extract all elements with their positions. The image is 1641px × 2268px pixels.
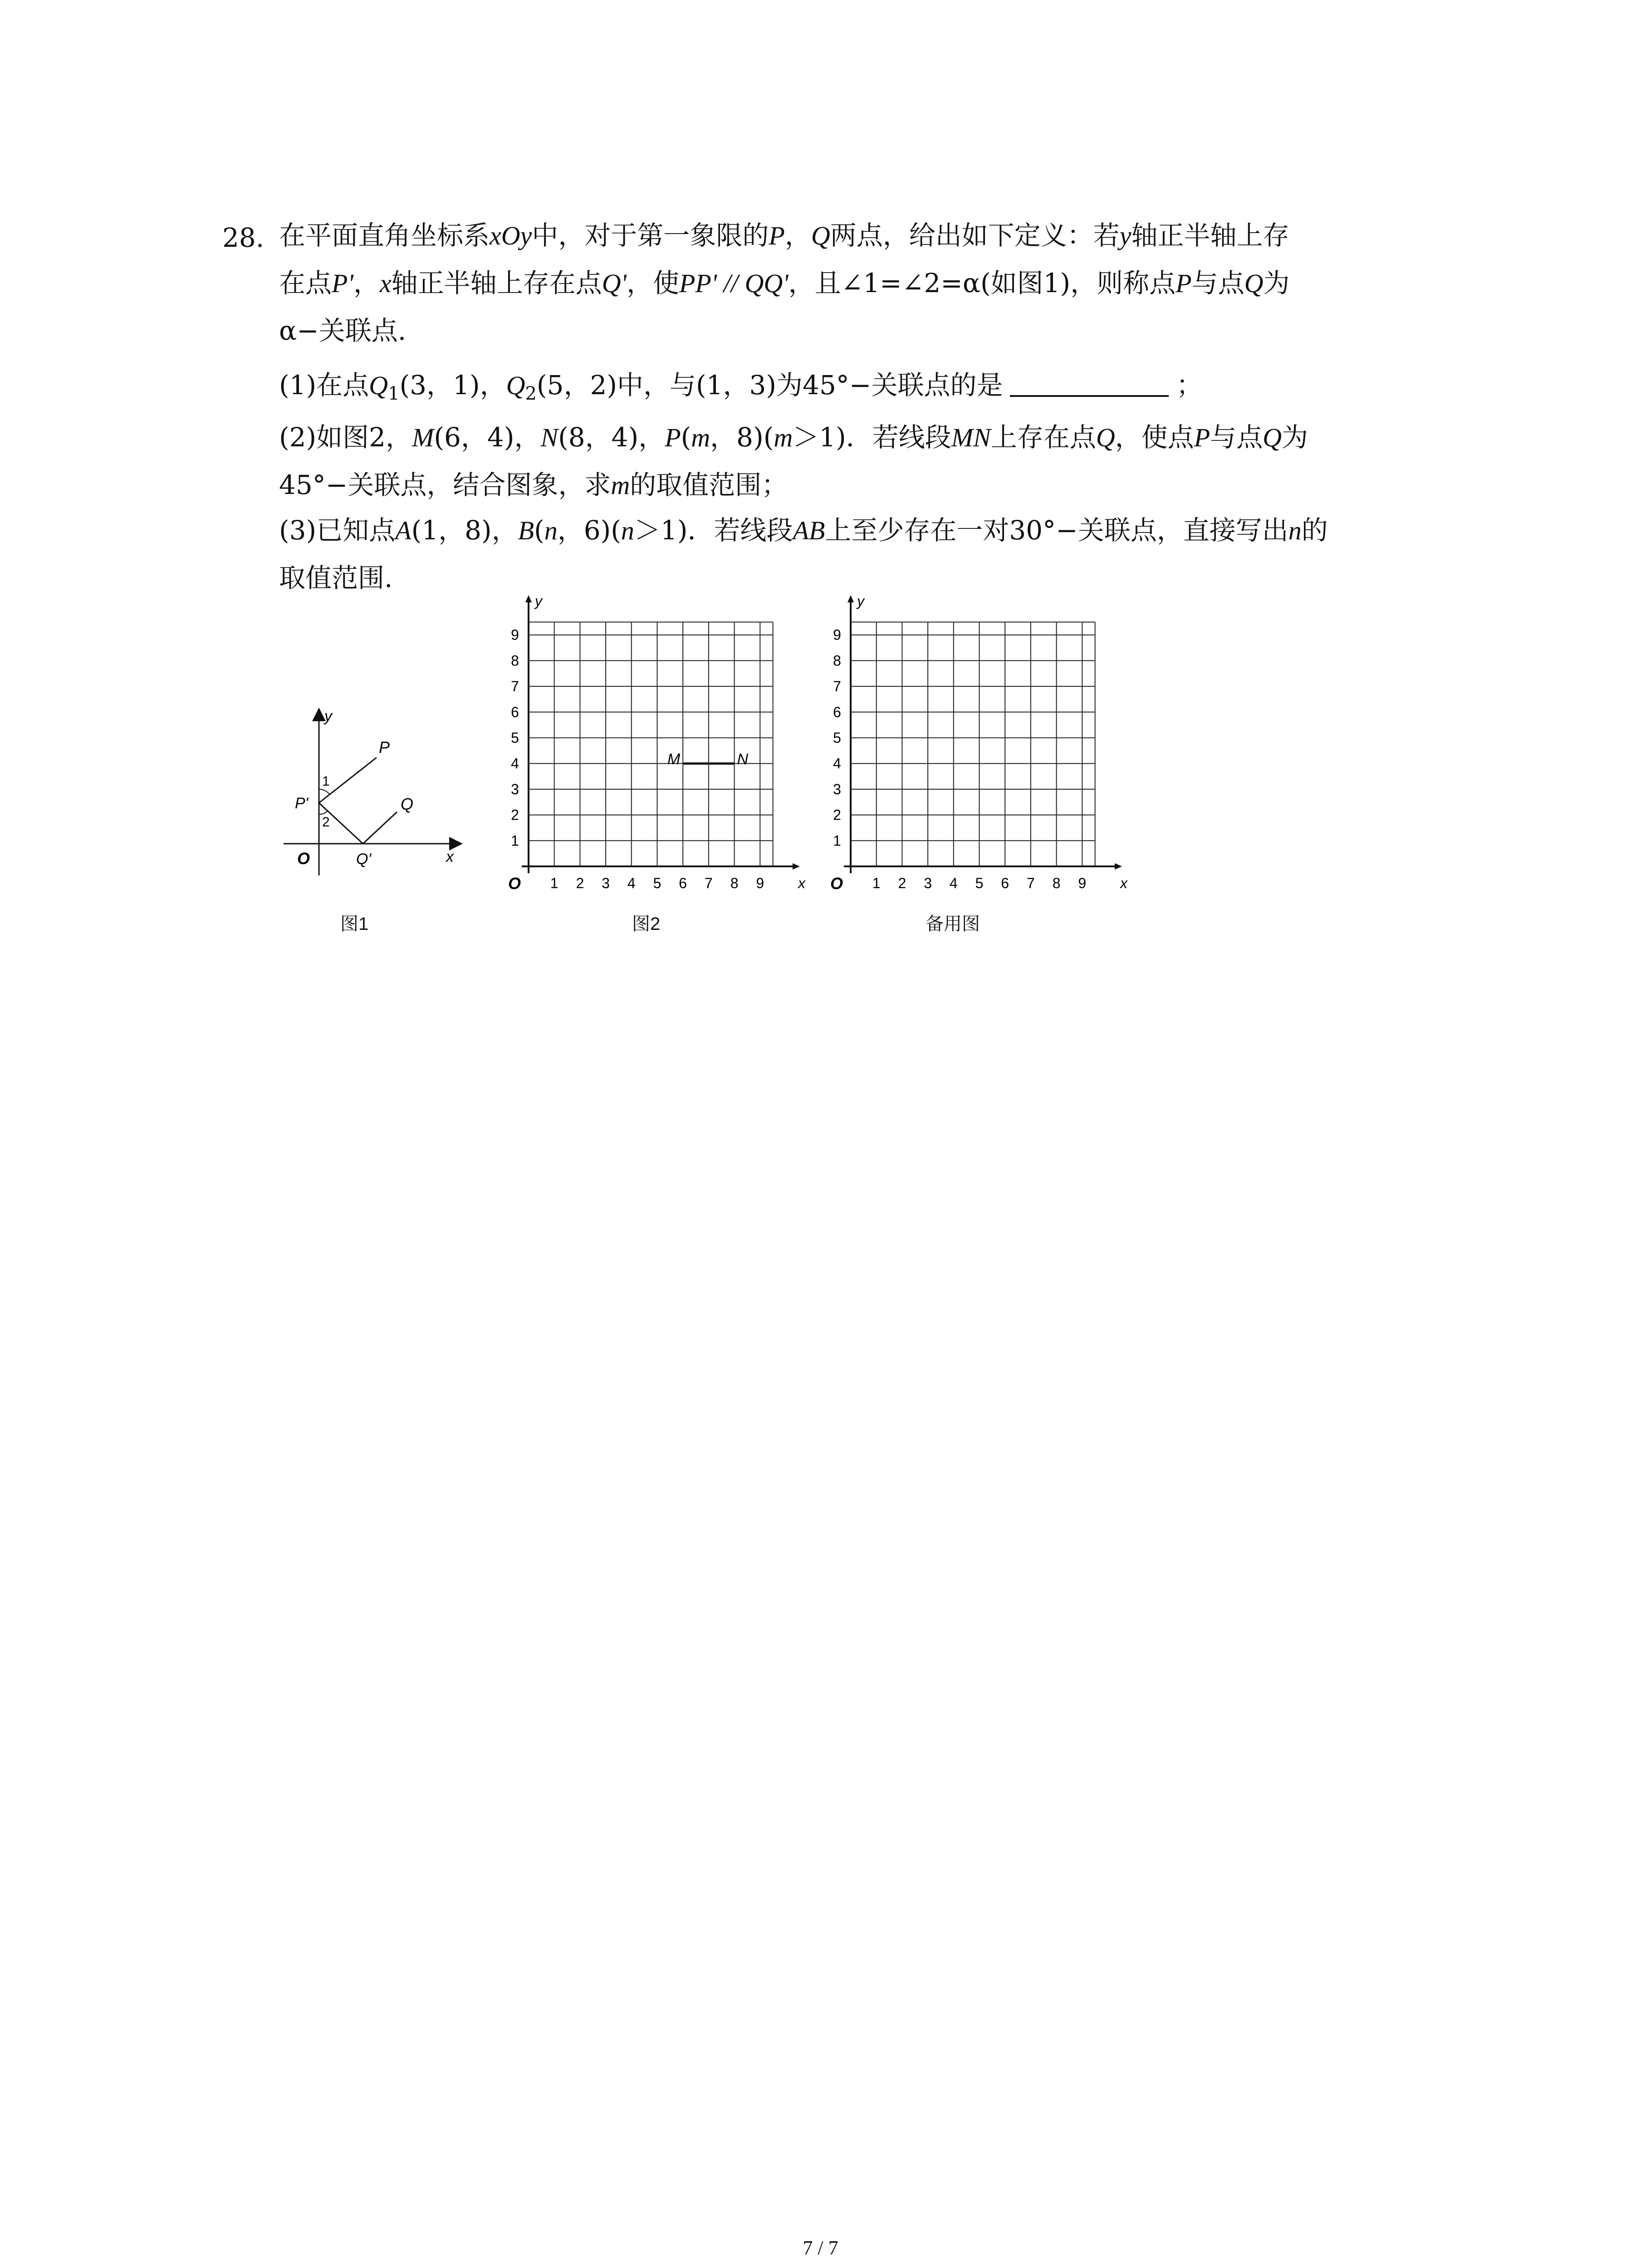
fig3-x-tick-label: 5 <box>975 875 984 891</box>
fig1-p-label: P <box>379 738 390 757</box>
figure-2-caption: 图2 <box>632 914 661 934</box>
fig2-y-tick-label: 3 <box>511 781 519 797</box>
figure-spare <box>817 592 1128 902</box>
fig2-origin-label: O <box>508 874 521 893</box>
question-part2-line2: 45°−关联点，结合图象，求m的取值范围； <box>279 469 788 500</box>
fig2-x-arrow <box>793 863 800 870</box>
answer-blank[interactable] <box>1010 370 1169 397</box>
fig1-y-label: y <box>324 708 332 725</box>
point-m-label: M <box>667 751 681 768</box>
fig2-x-tick-label: 3 <box>602 875 610 891</box>
question-part1: (1)在点$Q_1(3$，1)，$Q_2(5$，2)中，与(1，3)为45°−关联点的是 ； <box>279 370 1203 404</box>
fig3-y-tick-label: 2 <box>833 807 841 823</box>
question-intro-line2: 在点P'，x轴正半轴上存在点Q'，使PP' // QQ'，且∠1=∠2=α(如图1)，则称点P与点Q为 <box>279 268 1290 298</box>
fig1-angle-1: 1 <box>322 774 330 789</box>
fig2-y-tick-label: 7 <box>511 678 519 695</box>
fig2-y-tick-label: 6 <box>511 704 519 720</box>
fig3-x-tick-label: 7 <box>1027 875 1035 891</box>
figure-2-grid <box>495 592 806 900</box>
point-n-label: N <box>737 751 749 768</box>
fig2-x-tick-label: 7 <box>705 875 713 891</box>
fig1-q-label: Q <box>401 795 414 813</box>
fig3-y-tick-label: 6 <box>833 704 841 720</box>
fig1-qq-label: Q' <box>356 850 371 868</box>
question-part3-line2: 取值范围. <box>279 562 393 593</box>
figure-2 <box>495 592 806 902</box>
fig2-y-label: y <box>535 592 542 609</box>
fig2-x-tick-label: 1 <box>550 875 558 891</box>
fig3-y-tick-label: 4 <box>833 755 841 772</box>
fig2-x-label: x <box>798 875 806 891</box>
fig2-y-tick-label: 2 <box>511 807 519 823</box>
fig2-y-tick-label: 9 <box>511 626 519 643</box>
figure-1 <box>279 708 460 882</box>
fig3-y-tick-label: 1 <box>833 832 841 849</box>
fig2-y-tick-label: 8 <box>511 652 519 669</box>
fig1-pp-label: P' <box>295 795 309 812</box>
question-part2-line1: (2)如图2，M(6，4)，N(8，4)，P(m，8)(m＞1)．若线段MN上存在点Q，使点P与点Q为 <box>279 422 1308 453</box>
fig2-x-tick-label: 4 <box>627 875 636 891</box>
fig2-x-tick-label: 2 <box>576 875 584 891</box>
fig3-y-tick-label: 3 <box>833 781 841 797</box>
fig3-x-tick-label: 3 <box>924 875 932 891</box>
fig2-x-tick-label: 9 <box>756 875 764 891</box>
fig2-y-tick-label: 1 <box>511 832 519 849</box>
page-number: 7 / 7 <box>803 2237 838 2259</box>
figure-spare-caption: 备用图 <box>926 914 980 934</box>
fig2-x-tick-label: 8 <box>730 875 739 891</box>
fig3-x-tick-label: 1 <box>872 875 881 891</box>
fig3-y-arrow <box>847 595 854 602</box>
angle-1-arc <box>319 789 330 795</box>
fig2-x-tick-label: 5 <box>653 875 661 891</box>
question-number: 28. <box>222 222 265 253</box>
fig3-x-arrow <box>1115 863 1122 870</box>
fig3-origin-label: O <box>830 874 843 893</box>
segment-qq <box>363 812 397 844</box>
angle-2-arc <box>319 811 328 814</box>
fig3-x-tick-label: 9 <box>1078 875 1087 891</box>
fig3-y-tick-label: 7 <box>833 678 841 695</box>
question-intro-line1: 在平面直角坐标系xOy中，对于第一象限的P，Q两点，给出如下定义：若y轴正半轴上存 <box>279 220 1289 251</box>
fig2-y-tick-label: 5 <box>511 729 519 746</box>
question-part3-line1: (3)已知点A(1，8)，B(n，6)(n＞1)．若线段AB上至少存在一对30°−关联点，直接写出n的 <box>279 515 1328 546</box>
fig1-x-label: x <box>446 848 454 865</box>
fig1-angle-2: 2 <box>322 815 330 830</box>
fig3-x-label: x <box>1120 875 1128 891</box>
fig3-y-tick-label: 8 <box>833 652 841 669</box>
fig3-y-tick-label: 9 <box>833 626 841 643</box>
fig2-y-arrow <box>525 595 532 602</box>
fig3-y-tick-label: 5 <box>833 729 841 746</box>
fig3-x-tick-label: 6 <box>1001 875 1009 891</box>
figure-spare-grid <box>817 592 1128 900</box>
fig3-y-label: y <box>857 592 864 609</box>
figure-1-caption: 图1 <box>340 914 369 934</box>
fig3-x-tick-label: 4 <box>949 875 958 891</box>
question-intro-line3: α−关联点. <box>279 315 407 346</box>
fig1-origin: O <box>297 849 310 868</box>
fig2-x-tick-label: 6 <box>679 875 687 891</box>
fig3-x-tick-label: 8 <box>1052 875 1061 891</box>
fig3-x-tick-label: 2 <box>898 875 906 891</box>
fig2-y-tick-label: 4 <box>511 755 519 772</box>
figure-1-diagram <box>279 708 460 880</box>
